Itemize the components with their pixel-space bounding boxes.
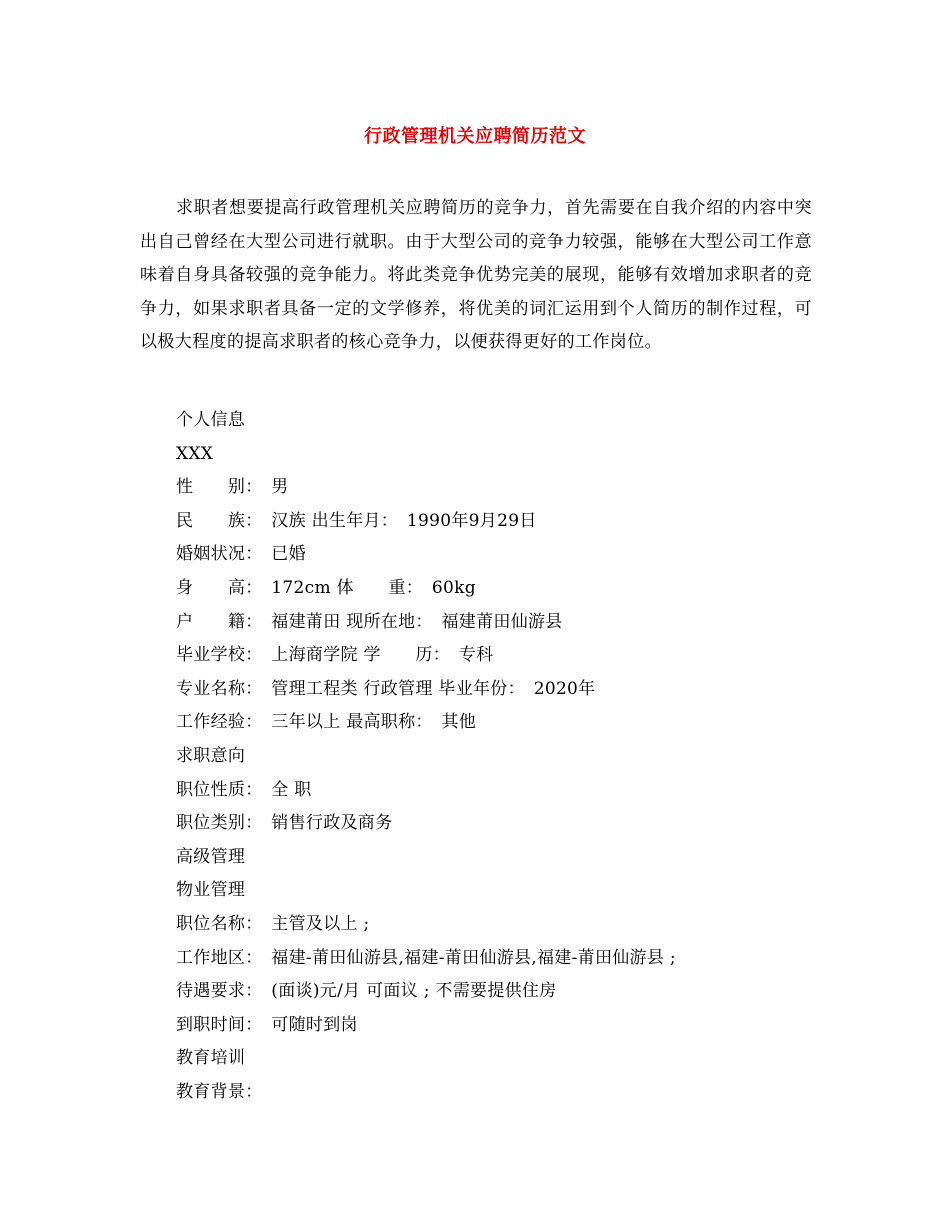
section-heading-personal-info: 个人信息 — [176, 410, 246, 430]
section-heading-education-training: 教育培训 — [176, 1048, 246, 1069]
resume-line-job-nature: 职位性质： 全 职 — [176, 779, 312, 800]
resume-line-experience-title: 工作经验： 三年以上 最高职称： 其他 — [176, 712, 477, 733]
resume-line-salary: 待遇要求： (面谈)元/月 可面议 ; 不需要提供住房 — [176, 981, 557, 1002]
resume-line-name: XXX — [176, 443, 214, 464]
resume-line-ethnicity-birth: 民 族： 汉族 出生年月： 1990年9月29日 — [176, 510, 537, 531]
resume-line-domicile-location: 户 籍： 福建莆田 现所在地： 福建莆田仙游县 — [176, 611, 563, 632]
resume-line-major-year: 专业名称： 管理工程类 行政管理 毕业年份： 2020年 — [176, 678, 596, 699]
resume-line-school-degree: 毕业学校： 上海商学院 学 历： 专科 — [176, 645, 494, 666]
resume-line-start-time: 到职时间： 可随时到岗 — [176, 1014, 358, 1035]
resume-line-category-senior-management: 高级管理 — [176, 846, 246, 867]
resume-line-work-area: 工作地区： 福建-莆田仙游县,福建-莆田仙游县,福建-莆田仙游县 ; — [176, 947, 676, 968]
intro-paragraph: 求职者想要提高行政管理机关应聘简历的竞争力，首先需要在自我介绍的内容中突出自己曾经在大型公司进行就职。由于大型公司的竞争力较强，能够在大型公司工作意味着自身具备较强的竞争能力。将此类竞争优势完美的展现，能够有效增加求职者的竞争力，如果求职者具备一定的文学修养，将优美的词汇运用到个人简历的制作过程，可以极大程度的提高求职者的核心竞争力，以便获得更好的工作岗位。 — [140, 198, 812, 353]
resume-line-height-weight: 身 高： 172cm 体 重： 60kg — [176, 577, 476, 598]
section-heading-job-intention: 求职意向 — [176, 745, 246, 766]
resume-line-category-property-management: 物业管理 — [176, 880, 246, 901]
resume-line-marital-status: 婚姻状况： 已婚 — [176, 544, 306, 565]
resume-lines — [176, 404, 816, 1109]
document-title: 行政管理机关应聘简历范文 — [364, 126, 586, 147]
resume-line-gender: 性 别： 男 — [176, 477, 289, 498]
resume-line-job-title: 职位名称： 主管及以上 ; — [176, 913, 370, 934]
resume-line-education-background: 教育背景： — [176, 1081, 263, 1102]
resume-line-job-category: 职位类别： 销售行政及商务 — [176, 813, 393, 834]
